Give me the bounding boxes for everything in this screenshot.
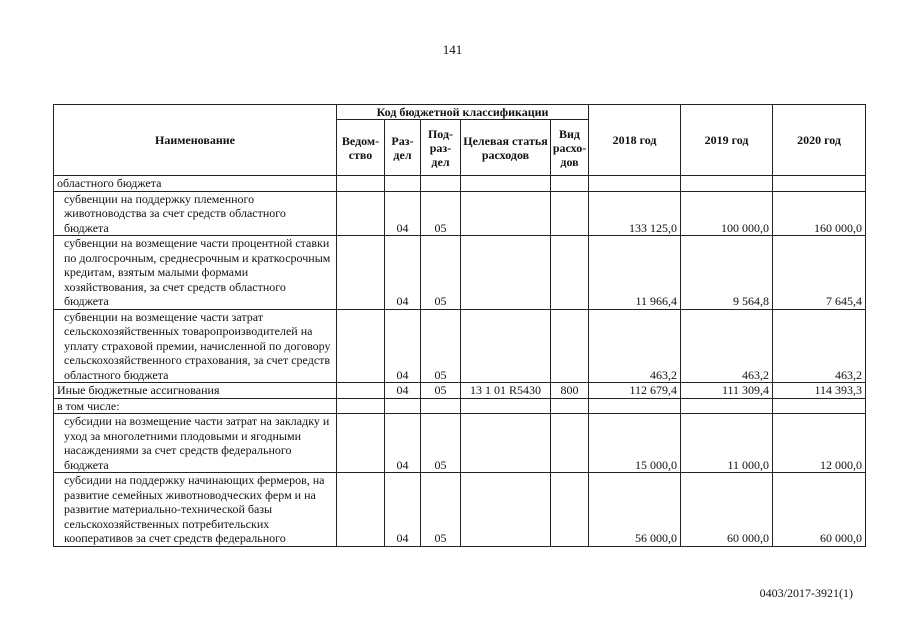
cell-vedomstvo xyxy=(337,473,385,547)
cell-2018 xyxy=(589,176,681,192)
cell-celevaya-statya xyxy=(461,191,551,236)
cell-name: Иные бюджетные ассигнования xyxy=(54,383,337,399)
cell-2019: 11 000,0 xyxy=(681,414,773,473)
cell-podrazdel: 05 xyxy=(421,383,461,399)
cell-razdel: 04 xyxy=(385,309,421,383)
cell-2020 xyxy=(773,176,866,192)
cell-2019 xyxy=(681,398,773,414)
cell-2019 xyxy=(681,176,773,192)
budget-table xyxy=(53,104,866,547)
table-body xyxy=(54,176,866,547)
cell-celevaya-statya xyxy=(461,398,551,414)
cell-razdel xyxy=(385,176,421,192)
table-row xyxy=(54,309,866,383)
cell-name: субвенции на возмещение части процентной ставки по долгосрочным, среднесрочным и краткосрочным кредитам, взятым малыми формами хозяйствования, за счет средств областного бюджета xyxy=(54,236,337,310)
cell-celevaya-statya xyxy=(461,414,551,473)
cell-vedomstvo xyxy=(337,383,385,399)
table-row xyxy=(54,473,866,547)
header-name: Наименование xyxy=(54,105,337,176)
cell-vedomstvo xyxy=(337,191,385,236)
table-row xyxy=(54,383,866,399)
cell-2019: 60 000,0 xyxy=(681,473,773,547)
header-razdel: Раз-дел xyxy=(385,120,421,176)
header-celevaya-statya: Целевая статья расходов xyxy=(461,120,551,176)
cell-name: субсидии на поддержку начинающих фермеров, на развитие семейных животноводческих ферм и на развитие материально-технической базы сельскохозяйственных потребительских кооперативов за счет средств федерального xyxy=(54,473,337,547)
cell-2019: 111 309,4 xyxy=(681,383,773,399)
cell-2018: 56 000,0 xyxy=(589,473,681,547)
cell-2020: 160 000,0 xyxy=(773,191,866,236)
cell-name: областного бюджета xyxy=(54,176,337,192)
cell-vid-rashodov xyxy=(551,414,589,473)
cell-razdel: 04 xyxy=(385,414,421,473)
table-row xyxy=(54,398,866,414)
header-podrazdel: Под-раз-дел xyxy=(421,120,461,176)
cell-vid-rashodov xyxy=(551,309,589,383)
cell-podrazdel xyxy=(421,176,461,192)
cell-2018: 463,2 xyxy=(589,309,681,383)
cell-celevaya-statya xyxy=(461,236,551,310)
cell-vid-rashodov xyxy=(551,176,589,192)
cell-vedomstvo xyxy=(337,176,385,192)
cell-2019: 463,2 xyxy=(681,309,773,383)
cell-razdel xyxy=(385,398,421,414)
cell-razdel: 04 xyxy=(385,191,421,236)
cell-vedomstvo xyxy=(337,398,385,414)
cell-celevaya-statya xyxy=(461,473,551,547)
cell-vedomstvo xyxy=(337,414,385,473)
table-row xyxy=(54,414,866,473)
cell-name: субвенции на поддержку племенного животноводства за счет средств областного бюджета xyxy=(54,191,337,236)
table-row xyxy=(54,236,866,310)
cell-celevaya-statya xyxy=(461,309,551,383)
cell-name: в том числе: xyxy=(54,398,337,414)
cell-name: субсидии на возмещение части затрат на закладку и уход за многолетними плодовыми и ягодными насаждениями за счет средств федерального бюджета xyxy=(54,414,337,473)
cell-razdel: 04 xyxy=(385,236,421,310)
cell-2020: 463,2 xyxy=(773,309,866,383)
cell-2019: 100 000,0 xyxy=(681,191,773,236)
cell-podrazdel: 05 xyxy=(421,309,461,383)
cell-2020: 7 645,4 xyxy=(773,236,866,310)
cell-2020: 12 000,0 xyxy=(773,414,866,473)
cell-razdel: 04 xyxy=(385,383,421,399)
cell-razdel: 04 xyxy=(385,473,421,547)
page-number: 141 xyxy=(442,42,463,57)
cell-podrazdel: 05 xyxy=(421,473,461,547)
header-year-2018: 2018 год xyxy=(589,105,681,176)
cell-celevaya-statya xyxy=(461,176,551,192)
cell-name: субвенции на возмещение части затрат сельскохозяйственных товаропроизводителей на уплату страховой премии, начисленной по договору сельскохозяйственного страхования, за счет средств областного бюджета xyxy=(54,309,337,383)
cell-2018 xyxy=(589,398,681,414)
header-vid-rashodov: Вид расхо-дов xyxy=(551,120,589,176)
cell-2020 xyxy=(773,398,866,414)
cell-podrazdel xyxy=(421,398,461,414)
cell-2019: 9 564,8 xyxy=(681,236,773,310)
cell-podrazdel: 05 xyxy=(421,236,461,310)
cell-2020: 114 393,3 xyxy=(773,383,866,399)
table-row xyxy=(54,191,866,236)
cell-podrazdel: 05 xyxy=(421,414,461,473)
cell-celevaya-statya: 13 1 01 R5430 xyxy=(461,383,551,399)
cell-podrazdel: 05 xyxy=(421,191,461,236)
cell-vedomstvo xyxy=(337,236,385,310)
cell-vid-rashodov xyxy=(551,236,589,310)
header-code-group: Код бюджетной классификации xyxy=(337,105,589,120)
cell-vid-rashodov: 800 xyxy=(551,383,589,399)
table-row xyxy=(54,176,866,192)
cell-2018: 11 966,4 xyxy=(589,236,681,310)
cell-2018: 133 125,0 xyxy=(589,191,681,236)
header-vedomstvo: Ведом-ство xyxy=(337,120,385,176)
cell-vid-rashodov xyxy=(551,398,589,414)
header-year-2019: 2019 год xyxy=(681,105,773,176)
header-year-2020: 2020 год xyxy=(773,105,866,176)
cell-2018: 112 679,4 xyxy=(589,383,681,399)
cell-vedomstvo xyxy=(337,309,385,383)
cell-vid-rashodov xyxy=(551,191,589,236)
cell-2018: 15 000,0 xyxy=(589,414,681,473)
cell-vid-rashodov xyxy=(551,473,589,547)
cell-2020: 60 000,0 xyxy=(773,473,866,547)
document-code: 0403/2017-3921(1) xyxy=(759,586,853,600)
